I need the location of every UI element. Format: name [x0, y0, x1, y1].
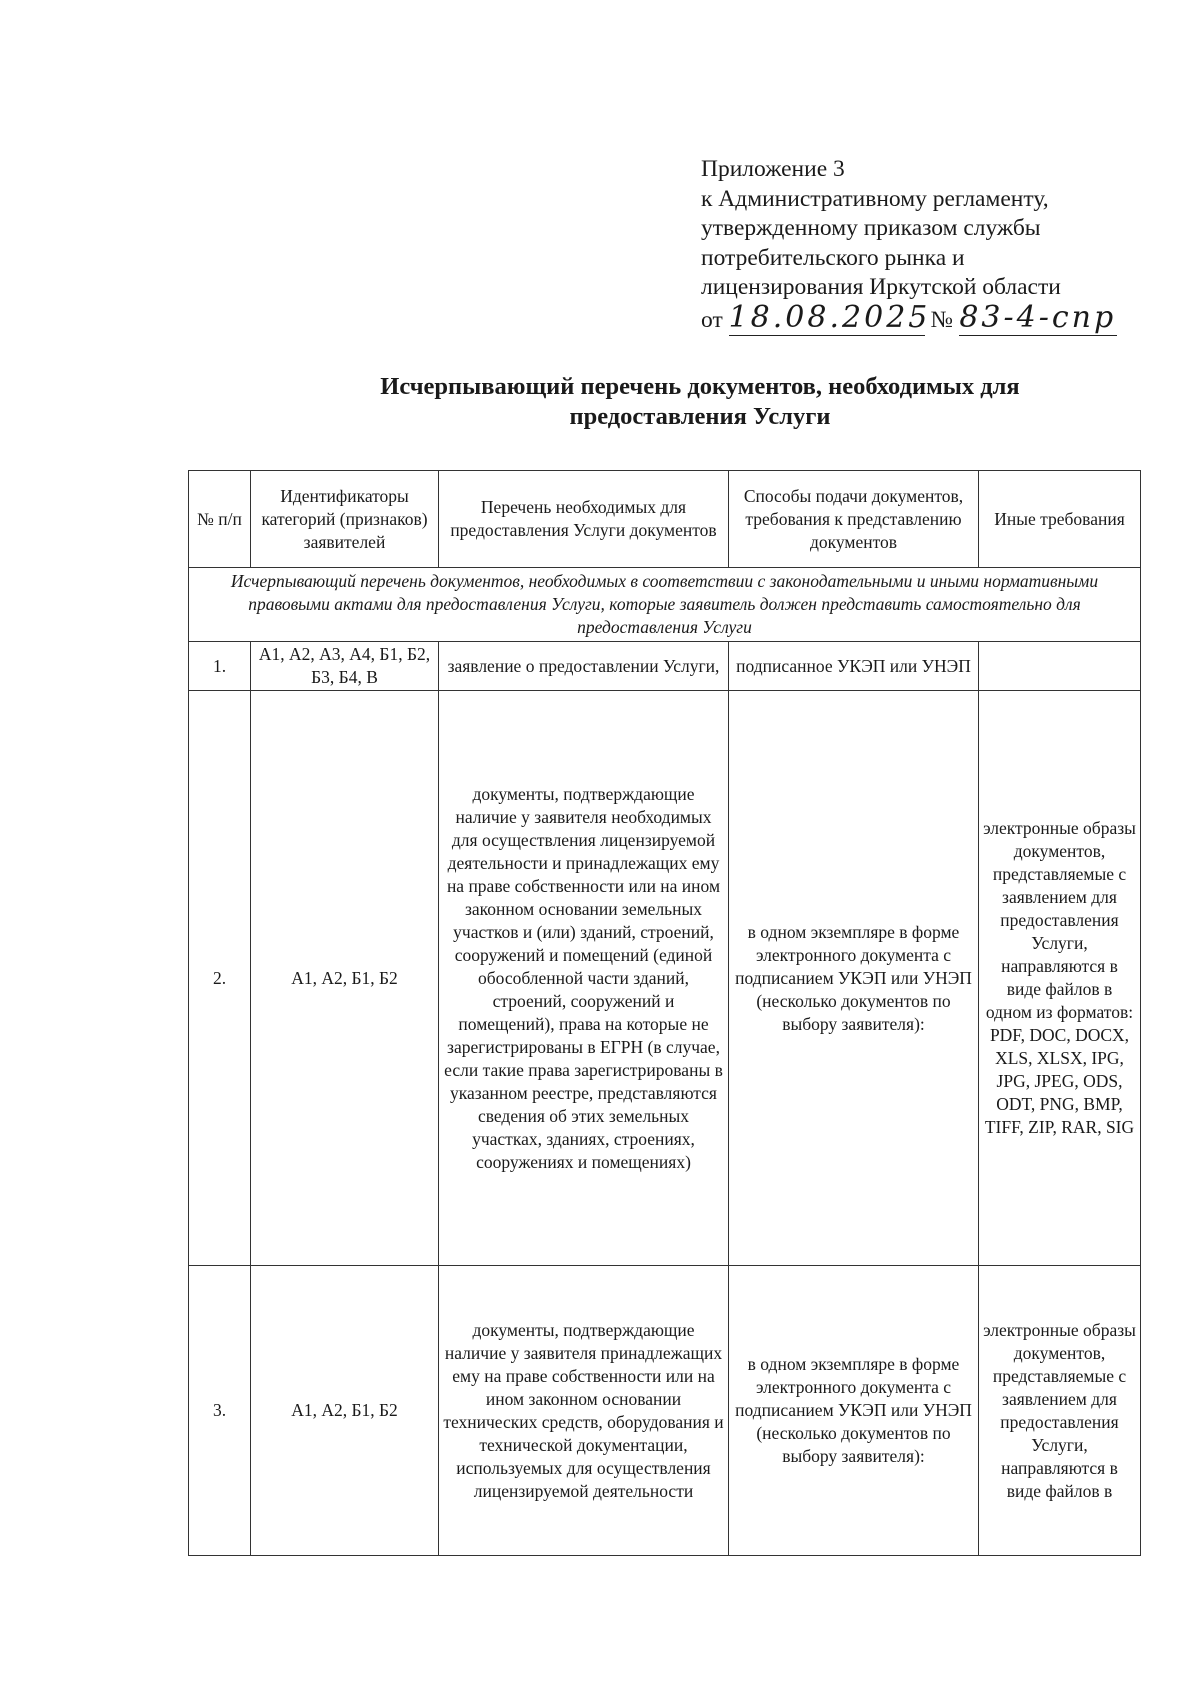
cell-docs: документы, подтверждающие наличие у заявителя необходимых для осуществления лицензируемой деятельности и принадлежащих ему на праве собственности или на ином законном основании земельных участков и (или) зданий, строений, сооружений и помещений (единой обособленной части зданий, строений, сооружений и помещений), права на которые не зарегистрированы в ЕГРН (в случае, если такие права зарегистрированы в указанном реестре, представляются сведения об этих земельных участках, зданиях, строениях, сооружениях и помещениях)	[439, 691, 729, 1266]
number-prefix: №	[930, 306, 953, 333]
appendix-line: утвержденному приказом службы	[701, 215, 1041, 241]
appendix-date-line	[701, 299, 1161, 337]
handwritten-date: 18.08.2025	[728, 299, 931, 335]
cell-docs: заявление о предоставлении Услуги,	[439, 642, 729, 691]
cell-method: в одном экземпляре в форме электронного документа с подписанием УКЭП или УНЭП (несколько документов по выбору заявителя):	[729, 691, 979, 1266]
section-row	[189, 568, 1141, 642]
appendix-line: потребительского рынка и	[701, 244, 965, 271]
cell-num: 2.	[189, 691, 251, 1266]
cell-method: в одном экземпляре в форме электронного документа с подписанием УКЭП или УНЭП (несколько документов по выбору заявителя):	[729, 1266, 979, 1556]
header-ids: Идентификаторы категорий (признаков) заявителей	[251, 471, 439, 568]
header-docs: Перечень необходимых для предоставления Услуги документов	[439, 471, 729, 568]
appendix-line: лицензирования Иркутской области	[701, 274, 1061, 300]
appendix-line: к Административному регламенту,	[701, 185, 1049, 212]
cell-docs: документы, подтверждающие наличие у заявителя принадлежащих ему на праве собственности или на ином законном основании технических средств, оборудования и технической документации, используемых для осуществления лицензируемой деятельности	[439, 1266, 729, 1556]
documents-table	[188, 470, 1141, 1556]
table-row	[189, 691, 1141, 1266]
date-prefix: от	[701, 306, 723, 333]
title-line: Исчерпывающий перечень документов, необходимых для	[380, 373, 1020, 400]
date-field	[728, 299, 931, 337]
table-row	[189, 1266, 1141, 1556]
header-num: № п/п	[189, 471, 251, 568]
title-line: предоставления Услуги	[569, 403, 831, 430]
cell-ids: А1, А2, Б1, Б2	[251, 1266, 439, 1556]
handwritten-number: 83-4-спр	[959, 299, 1117, 335]
cell-num: 1.	[189, 642, 251, 691]
appendix-block	[701, 155, 1161, 336]
table-header-row	[189, 471, 1141, 568]
cell-num: 3.	[189, 1266, 251, 1556]
header-other: Иные требования	[979, 471, 1141, 568]
number-field	[959, 299, 1117, 337]
cell-ids: А1, А2, А3, А4, Б1, Б2, Б3, Б4, В	[251, 642, 439, 691]
cell-other: электронные образы документов, представляемые с заявлением для предоставления Услуги, направляются в виде файлов в одном из форматов: PDF, DOC, DOCX, XLS, XLSX, IPG, JPG, JPEG, ODS, ODT, PNG, BMP, TIFF, ZIP, RAR, SIG	[979, 691, 1141, 1266]
section-heading: Исчерпывающий перечень документов, необходимых в соответствии с законодательными и иными нормативными правовыми актами для предоставления Услуги, которые заявитель должен представить самостоятельно для предоставления Услуги	[189, 568, 1141, 642]
document-title	[300, 372, 1100, 432]
cell-other: электронные образы документов, представляемые с заявлением для предоставления Услуги, направляются в виде файлов в	[979, 1266, 1141, 1556]
cell-other	[979, 642, 1141, 691]
cell-ids: А1, А2, Б1, Б2	[251, 691, 439, 1266]
appendix-line: Приложение 3	[701, 156, 845, 182]
cell-method: подписанное УКЭП или УНЭП	[729, 642, 979, 691]
header-method: Способы подачи документов, требования к представлению документов	[729, 471, 979, 568]
table-row	[189, 642, 1141, 691]
